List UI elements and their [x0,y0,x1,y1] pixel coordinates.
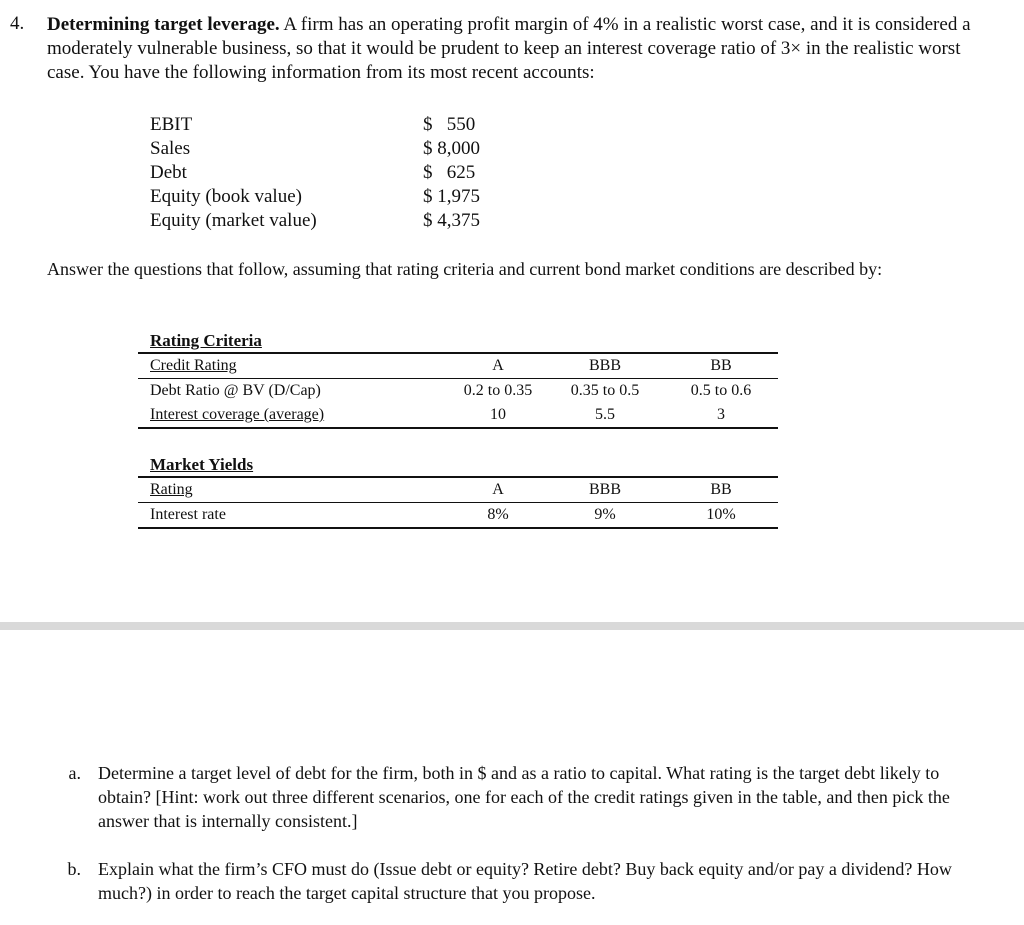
table-cell: BB [664,353,778,379]
account-row [150,161,480,185]
table-cell: BB [664,477,778,503]
table-cell: 0.35 to 0.5 [546,379,664,404]
table-cell: 10 [450,403,546,428]
table-cell: 9% [546,503,664,529]
part-label: b. [67,859,81,879]
table-row [138,503,778,529]
account-value: $ 1,975 [423,186,480,207]
table-row [138,477,778,503]
part-a [47,761,958,833]
table-cell: Interest coverage (average) [150,406,325,423]
part-label: a. [68,763,81,783]
question-number: 4. [10,13,25,34]
part-b [47,857,958,905]
market-yields-title: Market Yields [150,455,254,474]
table-cell: Credit Rating [150,357,237,374]
table-cell: Rating [150,481,193,498]
question-text: A firm has an operating profit margin of 4% in a realistic worst case, and it is considered a moderately vulnerable business, so that it would be prudent to keep an interest coverage ratio of 3× in the realistic worst case. You have the following information from its most recent accounts: [47,14,971,83]
part-text: Determine a target level of debt for the firm, both in $ and as a ratio to capital. What rating is the target debt likely to obtain? [Hint: work out three different scenarios, one for each of the credit ratings given in the table, and then pick the answer that is internally consistent.] [98,763,950,831]
table-cell: 3 [664,403,778,428]
table-row [138,379,778,404]
rating-criteria-title: Rating Criteria [150,331,262,350]
account-row [150,185,480,209]
part-text: Explain what the firm’s CFO must do (Issue debt or equity? Retire debt? Buy back equity and/or pay a dividend? How much?) in order to reach the target capital structure that you propose. [98,859,952,903]
table-cell: A [450,353,546,379]
table-cell: 10% [664,503,778,529]
account-value: $ 550 [423,114,476,135]
account-label: Debt [150,162,187,183]
account-row [150,137,480,161]
table-cell: 0.2 to 0.35 [450,379,546,404]
accounts-list [150,113,480,233]
table-cell: BBB [546,353,664,379]
table-cell: A [450,477,546,503]
table-row [138,403,778,428]
table-cell: BBB [546,477,664,503]
table-cell: Interest rate [138,503,450,529]
market-yields-table [138,454,778,529]
account-label: Equity (book value) [150,186,302,207]
table-row [138,353,778,379]
answer-intro: Answer the questions that follow, assuming that rating criteria and current bond market conditions are described by: [47,259,883,279]
question-intro [47,13,987,85]
account-label: Equity (market value) [150,210,317,231]
account-label: EBIT [150,114,193,135]
account-label: Sales [150,138,191,159]
table-cell: 8% [450,503,546,529]
account-value: $ 625 [423,162,476,183]
table-cell: 5.5 [546,403,664,428]
account-row [150,209,480,233]
question-title: Determining target leverage. [47,14,280,35]
account-value: $ 4,375 [423,210,480,231]
rating-criteria-table [138,330,778,429]
page-divider [0,622,1024,630]
table-cell: 0.5 to 0.6 [664,379,778,404]
account-row [150,113,480,137]
account-value: $ 8,000 [423,138,480,159]
table-cell: Debt Ratio @ BV (D/Cap) [138,379,450,404]
